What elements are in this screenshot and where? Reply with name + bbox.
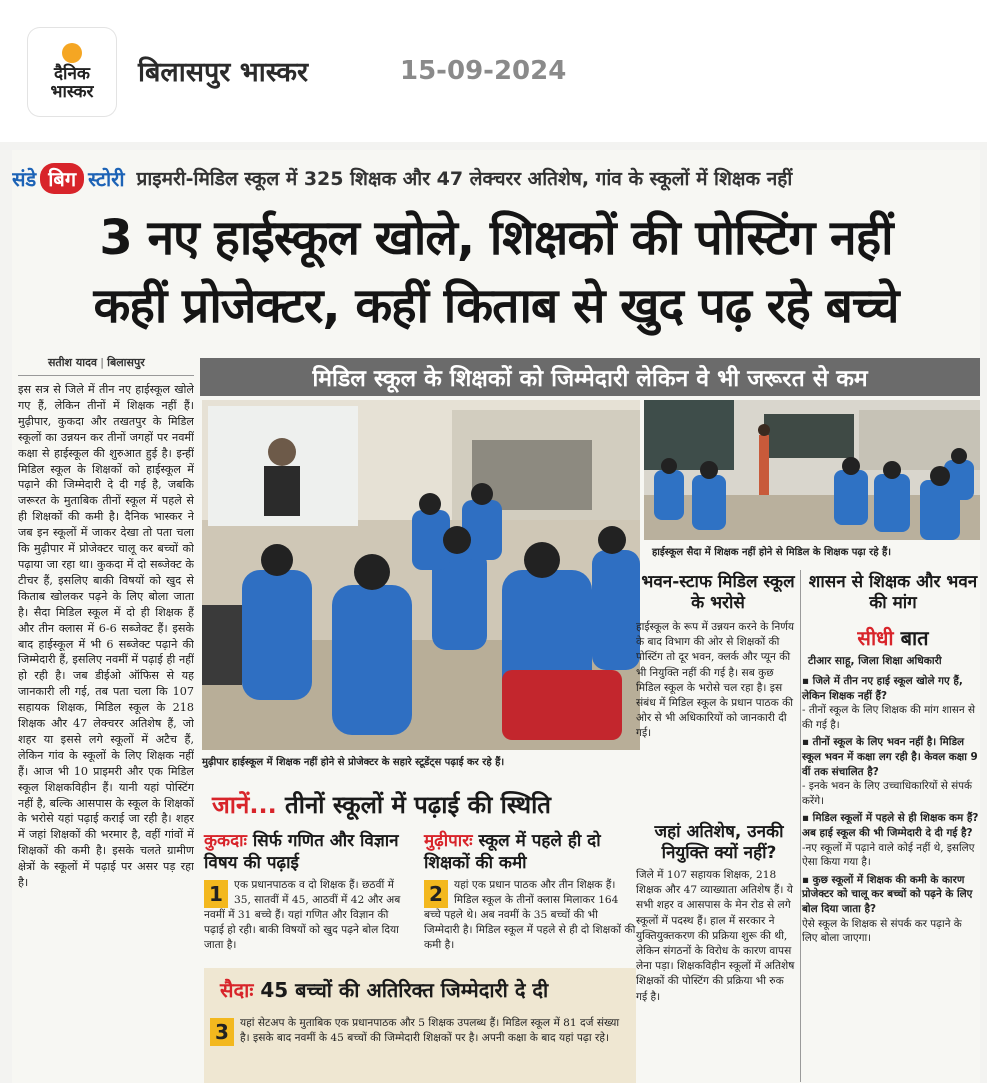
saida-head: 45 बच्चों की अतिरिक्त जिम्मेदारी दे दी [253, 978, 549, 1002]
status-section-title [212, 788, 551, 821]
mudhipar-heading [424, 830, 634, 874]
kukda-text: एक प्रधानपाठक व दो शिक्षक हैं। छठवीं में 35, सातवीं में 45, आठवीं में 42 और अब नवमीं में 31 बच्चे हैं। यहां गणित और विज्ञान की पढ़ाई हो रही। बाकी विषयों को खुद पढ़ने बोल दिया जाता है। [204, 879, 401, 951]
app-header [0, 0, 987, 142]
kukda-head: सिर्फ गणित और विज्ञान विषय की पढ़ाई [204, 831, 399, 873]
question-1: ▪ जिले में तीन नए हाई स्कूल खोले गए हैं, लेकिन शिक्षक नहीं हैं? [802, 675, 963, 702]
dainik-bhaskar-logo[interactable] [28, 28, 116, 116]
byline-name: सतीश यादव [48, 356, 98, 369]
direct-talk-label [808, 624, 978, 651]
kukda-heading [204, 830, 404, 874]
photo-main-caption: मुढ़ीपार हाईस्कूल में शिक्षक नहीं होने से प्रोजेक्टर के सहारे स्टूडेंट्स पढ़ाई कर रहे हैं। [202, 757, 505, 768]
question-4: ▪ कुछ स्कूलों में शिक्षक की कमी के कारण प्रोजेक्टर को चालू कर बच्चों को पढ़ने के लिए बोल दिया जाता है? [802, 873, 973, 915]
saida-heading [220, 976, 548, 1003]
building-column-title: भवन-स्टाफ मिडिल स्कूल के भरोसे [641, 572, 795, 613]
answer-3: -नए स्कूलों में पढ़ाने वाले कोई नहीं थे, इसलिए ऐसा किया गया है। [802, 841, 975, 869]
surplus-column-title: जहां अतिशेष, उनकी नियुक्ति क्यों नहीं? [654, 822, 784, 863]
direct-talk-label-b: बात [893, 626, 929, 650]
tag-big: बिग [40, 163, 84, 194]
interviewee: टीआर साहू, जिला शिक्षा अधिकारी [808, 655, 942, 667]
saida-label: सैदाः [220, 978, 254, 1002]
number-badge-1: 1 [204, 880, 228, 908]
photo-projector-illustration [202, 400, 640, 750]
mudhipar-text: यहां एक प्रधान पाठक और तीन शिक्षक हैं। मिडिल स्कूल के तीनों क्लास मिलाकर 164 बच्चे पहले थे। अब नवमीं के 35 बच्चों की भी जिम्मेदारी है। मिडिल स्कूल में पहले से ही दो शिक्षकों की कमी है। [424, 879, 636, 951]
status-title-text: तीनों स्कूलों में पढ़ाई की स्थिति [276, 791, 551, 819]
headline-line-1: 3 नए हाईस्कूल खोले, शिक्षकों की पोस्टिंग नहीं [99, 210, 893, 266]
headline-line-2: कहीं प्रोजेक्टर, कहीं किताब से खुद पढ़ रहे बच्चे [93, 278, 899, 334]
article-body: इस सत्र से जिले में तीन नए हाईस्कूल खोले गए हैं, लेकिन तीनों में शिक्षक नहीं हैं। मुढ़ीपार, कुकदा और तखतपुर के मिडिल स्कूलों का उन्नयन कर तीनों जगहों पर नवमीं कक्षा से हाईस्कूल की शुरुआत हुई है। इन्हीं मिडिल स्कूल के शिक्षकों को हाईस्कूल में पढ़ाने की जिम्मेदारी दे दी गई है, जबकि जरूरत के मुताबिक तीनों स्कूल में पहले से ही शिक्षकों की कमी है। दैनिक भास्कर ने जब इन स्कूलों में जाकर देखा तो पता चला कि मुढ़ीपार में प्रोजेक्टर चालू कर बच्चों को पढ़ाया जा रहा था। कुकदा में दो सब्जेक्ट के टीचर हैं, इसलिए बाकी विषयों को खुद से किताब खोलकर पढ़ने के लिए बोला जाता है। सैदा मिडिल स्कूल में दो ही शिक्षक हैं और तीन क्लास में 6-6 सब्जेक्ट हैं। इसके बाद हाईस्कूल में भी 6 सब्जेक्ट पढ़ाने की जिम्मेदारी हैं, इसलिए नवमीं में पढ़ाई ही नहीं हो रही है। जब डीईओ ऑफिस से यह जानकारी ली गई, तब पता चला कि 107 सहायक शिक्षक, मिडिल स्कूल के 218 शिक्षक और 47 लेक्चरर अतिशेष हैं, जो शहर या इससे लगे स्कूलों में अटैच हैं, लेकिन गांव के स्कूलों के लिए शिक्षक नहीं हैं। आज भी 10 प्राइमरी और एक मिडिल स्कूल शिक्षकविहीन हैं। यानी यहां पोस्टिंग नहीं है, बल्कि आसपास के स्कूल के शिक्षकों के भरोसे यहां पढ़ाई कराई जा रही है। शहर में जहां शिक्षकों की भरमार है, वहीं गांवों में शिक्षकों की कमी है। इसके चलते ग्रामीण क्षेत्रों के स्कूलों में पढ़ाई पर असर पड़ रहा है। [18, 375, 194, 1083]
mudhipar-label: मुढ़ीपारः [424, 831, 473, 851]
tag-sunday: संडे [12, 166, 37, 191]
photo-projector-classroom [202, 400, 640, 750]
kukda-box [204, 878, 410, 953]
question-2: ▪ तीनों स्कूल के लिए भवन नहीं है। मिडिल स्कूल भवन में कक्षा लग रही है। केवल कक्षा 9 वीं तक संचालित है? [802, 736, 978, 778]
byline-place: बिलासपुर [107, 356, 145, 369]
photo-saida-classroom [644, 400, 980, 540]
kicker-text: प्राइमरी-मिडिल स्कूल में 325 शिक्षक और 47 लेक्चरर अतिशेष, गांव के स्कूलों में शिक्षक नहीं [136, 168, 793, 190]
saida-text: यहां सेटअप के मुताबिक एक प्रधानपाठक और 5 शिक्षक उपलब्ध हैं। मिडिल स्कूल में 81 दर्ज संख्या है। इसके बाद नवमीं के 45 बच्चों की जिम्मेदारी शिक्षकों पर है। अपनी कक्षा के बाद यहां पढ़ा रहे। [240, 1017, 620, 1044]
number-badge-2: 2 [424, 880, 448, 908]
surplus-column-text: जिले में 107 सहायक शिक्षक, 218 शिक्षक और 47 व्याख्याता अतिशेष हैं। ये सभी शहर व आसपास के मेन रोड से लगे स्कूलों में पदस्थ हैं। हाल में सरकार ने युक्तियुक्तकरण की प्रक्रिया शुरू की थी, लेकिन संगठनों के विरोध के कारण वापस लेना पड़ा। शिक्षकविहीन स्कूलों में अतिशेष शिक्षकों की पोस्टिंग की प्रक्रिया भी रुक गई है। [636, 869, 795, 1003]
interview-title: शासन से शिक्षक और भवन की मांग [808, 572, 978, 613]
mudhipar-box [424, 878, 636, 953]
saida-box [210, 1016, 630, 1046]
sunday-big-story-tag [12, 163, 125, 194]
logo-line-2: भास्कर [50, 82, 94, 102]
answer-1: - तीनों स्कूल के लिए शिक्षक की मांग शासन से की गई है। [802, 704, 976, 731]
direct-talk-label-a: सीधी [857, 626, 894, 650]
sun-icon [62, 43, 82, 63]
number-badge-3: 3 [210, 1018, 234, 1046]
status-title-prefix: जानें... [212, 791, 277, 819]
answer-4: ऐसे स्कूल के शिक्षक से संपर्क कर पढ़ाने के लिए बोला जाएगा। [802, 917, 962, 945]
mudhipar-head: स्कूल में पहले ही दो शिक्षकों की कमी [424, 831, 601, 873]
question-3: ▪ मिडिल स्कूलों में पहले से ही शिक्षक कम हैं? अब हाई स्कूल की भी जिम्मेदारी दे दी गई है? [802, 812, 979, 839]
column-divider [800, 570, 801, 1082]
kukda-label: कुकदाः [204, 831, 247, 851]
section-banner: मिडिल स्कूल के शिक्षकों को जिम्मेदारी लेकिन वे भी जरूरत से कम [200, 358, 980, 396]
answer-2: - इनके भवन के लिए उच्चाधिकारियों से संपर्क करेंगे। [802, 780, 973, 807]
building-column-text: हाईस्कूल के रूप में उन्नयन करने के निर्णय के बाद विभाग की ओर से शिक्षकों की पोस्टिंग तो दूर भवन, क्लर्क और प्यून की भी नियुक्ति नहीं की गई है। सब कुछ मिडिल स्कूल के भरोसे चल रहा है। इस संबंध में मिडिल स्कूल के प्रधान पाठक की ओर से भी अधिकारियों को जानकारी दी गई। [636, 621, 795, 740]
photo-side-caption: हाईस्कूल सैदा में शिक्षक नहीं होने से मिडिल के शिक्षक पढ़ा रहे हैं। [652, 547, 892, 558]
photo-saida-illustration [644, 400, 980, 540]
newspaper-clipping [12, 150, 980, 1083]
kicker-line [12, 160, 792, 196]
byline: सतीश यादव | बिलासपुर [48, 356, 145, 369]
edition-title: बिलासपुर भास्कर [138, 57, 308, 88]
tag-story: स्टोरी [88, 166, 125, 191]
interview-qa [802, 674, 980, 949]
logo-line-1: दैनिक [54, 64, 90, 84]
edition-date: 15-09-2024 [400, 56, 567, 86]
